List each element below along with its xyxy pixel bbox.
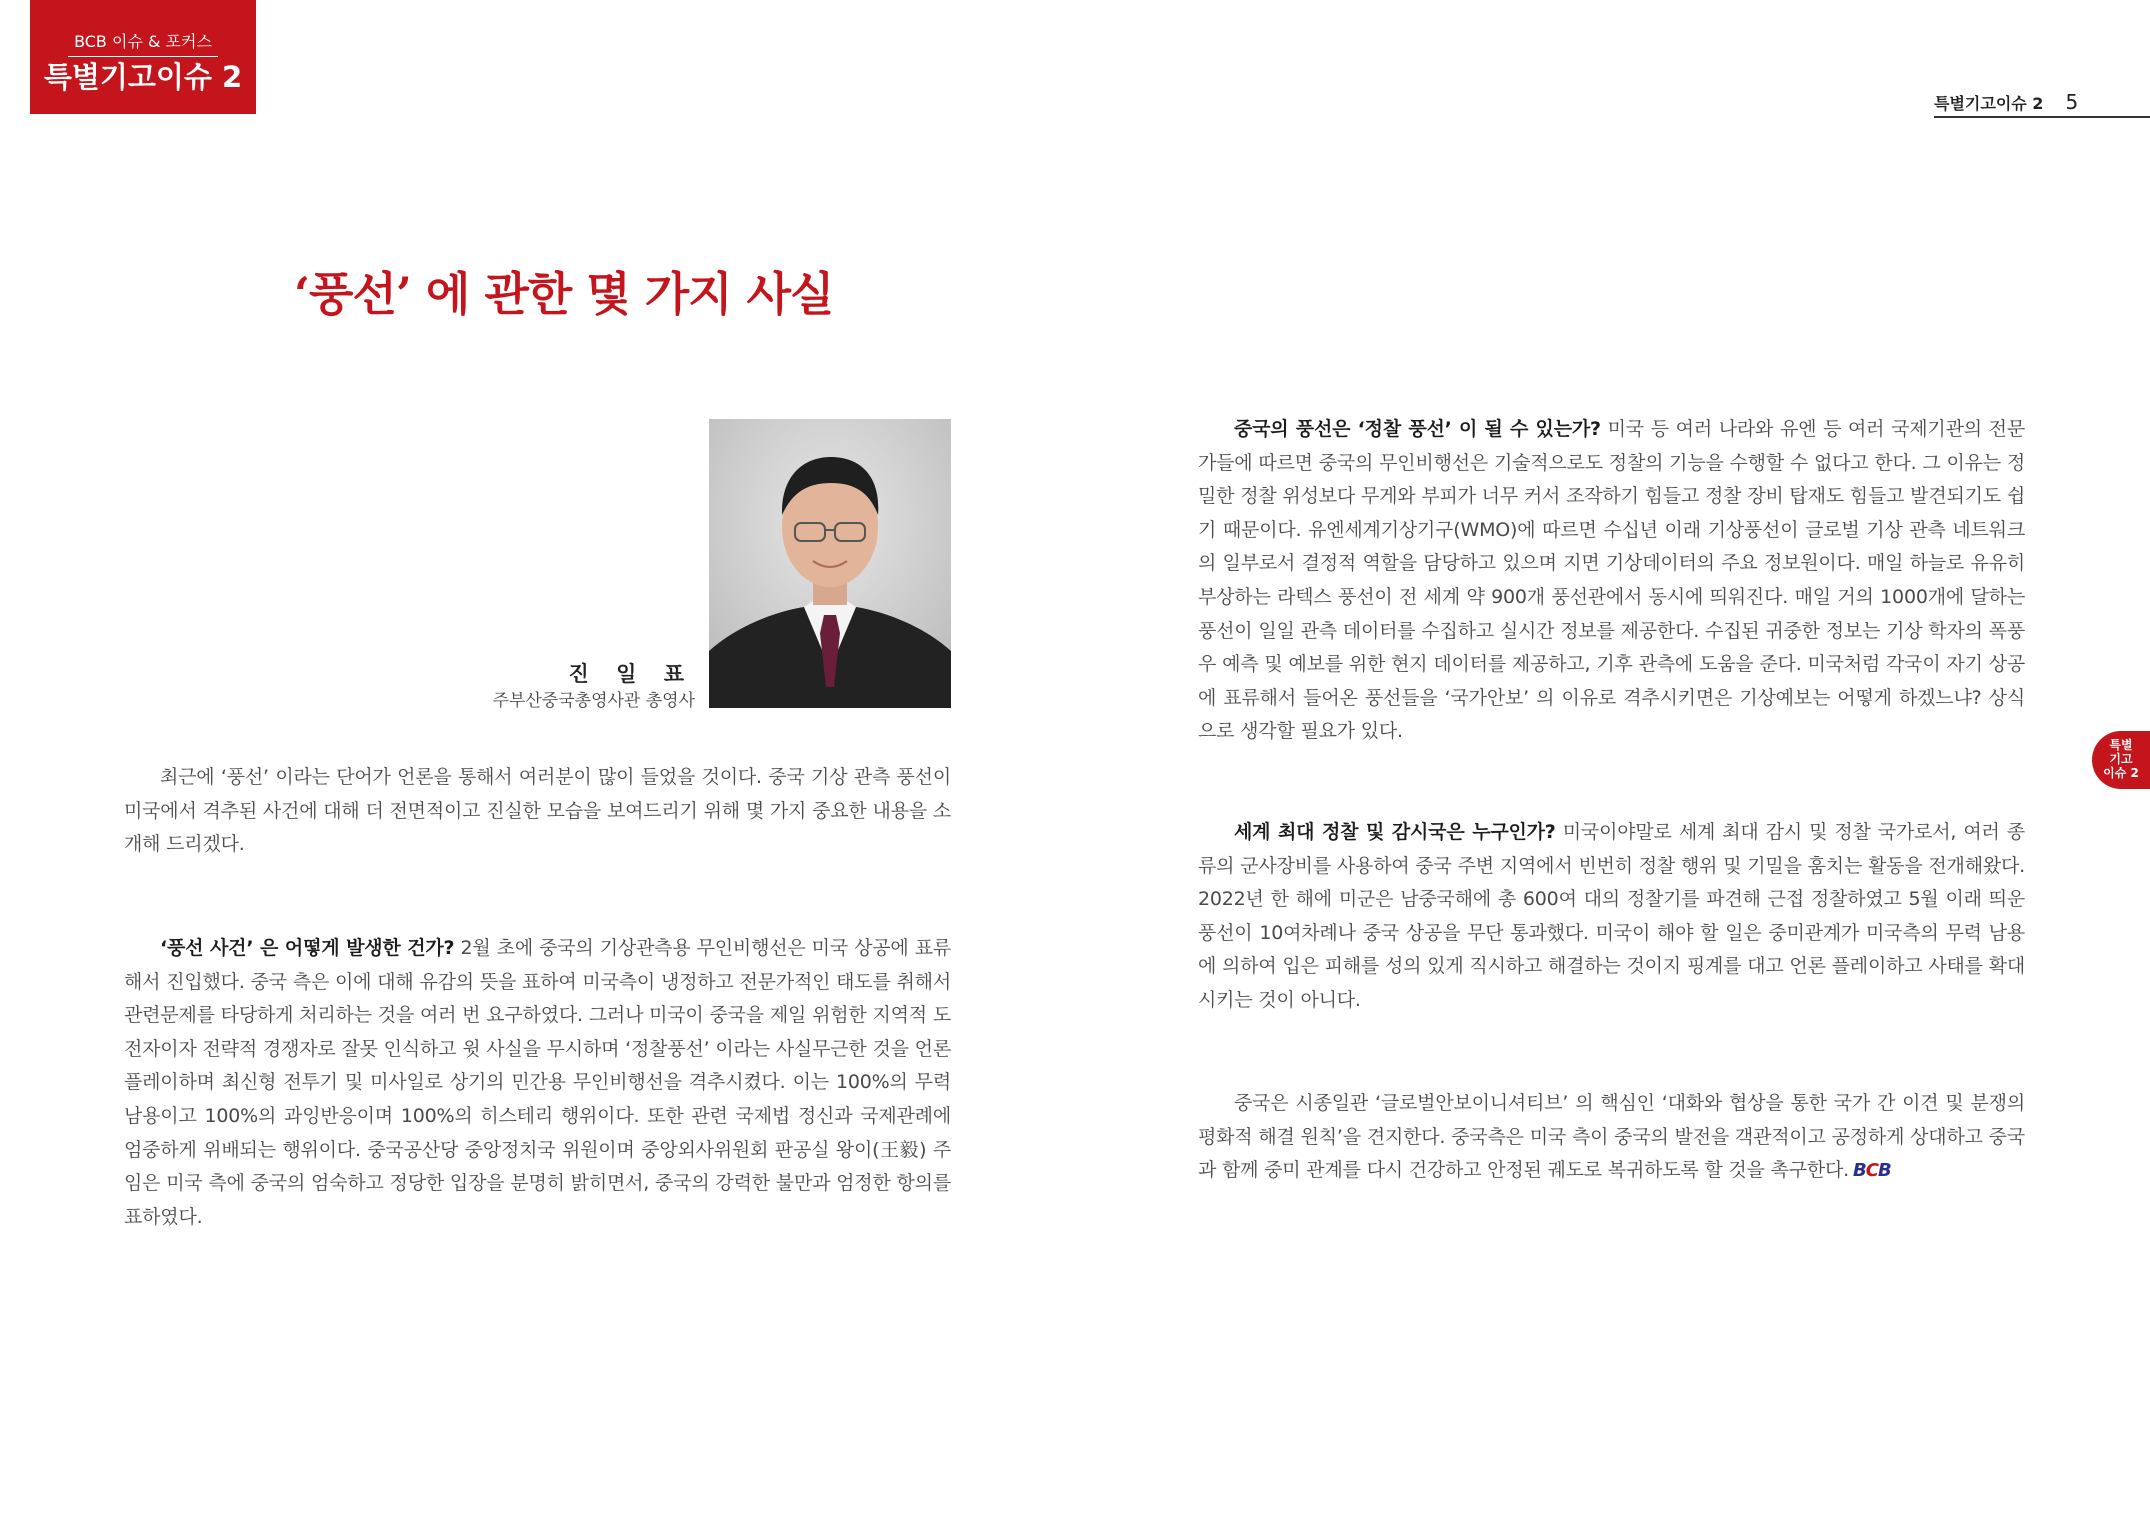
right-paragraph-2	[1198, 816, 2025, 1018]
bcb-logo	[1853, 1154, 1891, 1188]
author-portrait	[709, 419, 951, 708]
running-header	[1934, 90, 2150, 118]
bcb-logo-letter-b: B	[1853, 1160, 1866, 1182]
left-paragraph-2-heading: ‘풍선 사건’ 은 어떻게 발생한 건가?	[160, 937, 455, 959]
badge-subtitle: BCB 이슈 & 포커스	[68, 32, 218, 57]
side-tab-line-2: 기고	[2109, 752, 2133, 766]
right-paragraph-1	[1198, 413, 2025, 749]
right-paragraph-3-text: 중국은 시종일관 ‘글로벌안보이니셔티브’ 의 핵심인 ‘대화와 협상을 통한 국가 간 이견 및 분쟁의 평화적 해결 원칙’을 견지한다. 중국측은 미국 측이 중국의 발전을 객관적이고 공정하게 상대하고 중국과 함께 중미 관계를 다시 건강하고 안정된 궤도로 복귀하도록 할 것을 촉구한다.	[1198, 1092, 2025, 1182]
right-paragraph-2-text: 미국이야말로 세계 최대 감시 및 정찰 국가로서, 여러 종류의 군사장비를 사용하여 중국 주변 지역에서 빈번히 정찰 행위 및 기밀을 훔치는 활동을 전개해왔다. 2022년 한 해에 미군은 남중국해에 총 600여 대의 정찰기를 파견해 근접 정찰하였고 5월 이래 띄운 풍선이 10여차례나 중국 상공을 무단 통과했다. 미국이 해야 할 일은 중미관계가 미국측의 무력 남용에 의하여 입은 피해를 성의 있게 직시하고 해결하는 것이지 핑계를 대고 언론 플레이하고 사태를 확대시키는 것이 아니다.	[1198, 821, 2025, 1011]
section-badge	[30, 0, 256, 114]
author-name: 진 일 표	[568, 662, 694, 686]
author-position: 주부산중국총영사관 총영사	[492, 691, 695, 711]
right-paragraph-1-heading: 중국의 풍선은 ‘정찰 풍선’ 이 될 수 있는가?	[1234, 418, 1601, 440]
portrait-image	[709, 419, 951, 708]
side-tab-line-1: 특별	[2109, 738, 2133, 752]
bcb-logo-letter-c: C	[1865, 1160, 1878, 1182]
left-paragraph-1	[124, 761, 951, 862]
page-number: 5	[2065, 90, 2079, 114]
side-section-tab	[2092, 731, 2150, 789]
left-paragraph-2-text: 2월 초에 중국의 기상관측용 무인비행선은 미국 상공에 표류해서 진입했다. 중국 측은 이에 대해 유감의 뜻을 표하여 미국측이 냉정하고 전문가적인 태도를 취해서 관련문제를 타당하게 처리하는 것을 여러 번 요구하였다. 그러나 미국이 중국을 제일 위험한 지역적 도전자이자 전략적 경쟁자로 잘못 인식하고 윗 사실을 무시하며 ‘정찰풍선’ 이라는 사실무근한 것을 언론 플레이하며 최신형 전투기 및 미사일로 상기의 민간용 무인비행선을 격추시켰다. 이는 100%의 무력 남용이고 100%의 과잉반응이며 100%의 히스테리 행위이다. 또한 관련 국제법 정신과 국제관례에 엄중하게 위배되는 행위이다. 중국공산당 중앙정치국 위원이며 중앙외사위원회 판공실 왕이(王毅) 주임은 미국 측에 중국의 엄숙하고 정당한 입장을 분명히 밝히면서, 중국의 강력한 불만과 엄정한 항의를 표하였다.	[124, 937, 952, 1228]
badge-title: 특별기고이슈 2	[43, 60, 243, 94]
article-title: ‘풍선’ 에 관한 몇 가지 사실	[294, 267, 834, 321]
right-paragraph-3	[1198, 1087, 2025, 1188]
right-paragraph-2-heading: 세계 최대 정찰 및 감시국은 누구인가?	[1234, 821, 1556, 843]
left-paragraph-1-text: 최근에 ‘풍선’ 이라는 단어가 언론을 통해서 여러분이 많이 들었을 것이다. 중국 기상 관측 풍선이 미국에서 격추된 사건에 대해 더 전면적이고 진실한 모습을 보여드리기 위해 몇 가지 중요한 내용을 소개해 드리겠다.	[124, 766, 951, 856]
running-header-label: 특별기고이슈 2	[1934, 94, 2044, 113]
left-paragraph-2	[124, 932, 951, 1234]
side-tab-line-3: 이슈 2	[2103, 766, 2139, 780]
bcb-logo-letter-b2: B	[1877, 1160, 1891, 1182]
right-paragraph-1-text: 미국 등 여러 나라와 유엔 등 여러 국제기관의 전문가들에 따르면 중국의 무인비행선은 기술적으로도 정찰의 기능을 수행할 수 없다고 한다. 그 이유는 정밀한 정찰 위성보다 무게와 부피가 너무 커서 조작하기 힘들고 정찰 장비 탑재도 힘들고 발견되기도 쉽기 때문이다. 유엔세계기상기구(WMO)에 따르면 수십년 이래 기상풍선이 글로벌 기상 관측 네트워크의 일부로서 결정적 역할을 담당하고 있으며 지면 기상데이터의 주요 정보원이다. 매일 하늘로 유유히 부상하는 라텍스 풍선이 전 세계 약 900개 풍선관에서 동시에 띄워진다. 매일 거의 1000개에 달하는 풍선이 일일 관측 데이터를 수집하고 실시간 정보를 제공한다. 수집된 귀중한 정보는 기상 학자의 폭풍우 예측 및 예보를 위한 현지 데이터를 제공하고, 기후 관측에 도움을 준다. 미국처럼 각국이 자기 상공에 표류해서 들어온 풍선들을 ‘국가안보’ 의 이유로 격추시키면은 기상예보는 어떻게 하겠느냐? 상식으로 생각할 필요가 있다.	[1198, 418, 2025, 743]
